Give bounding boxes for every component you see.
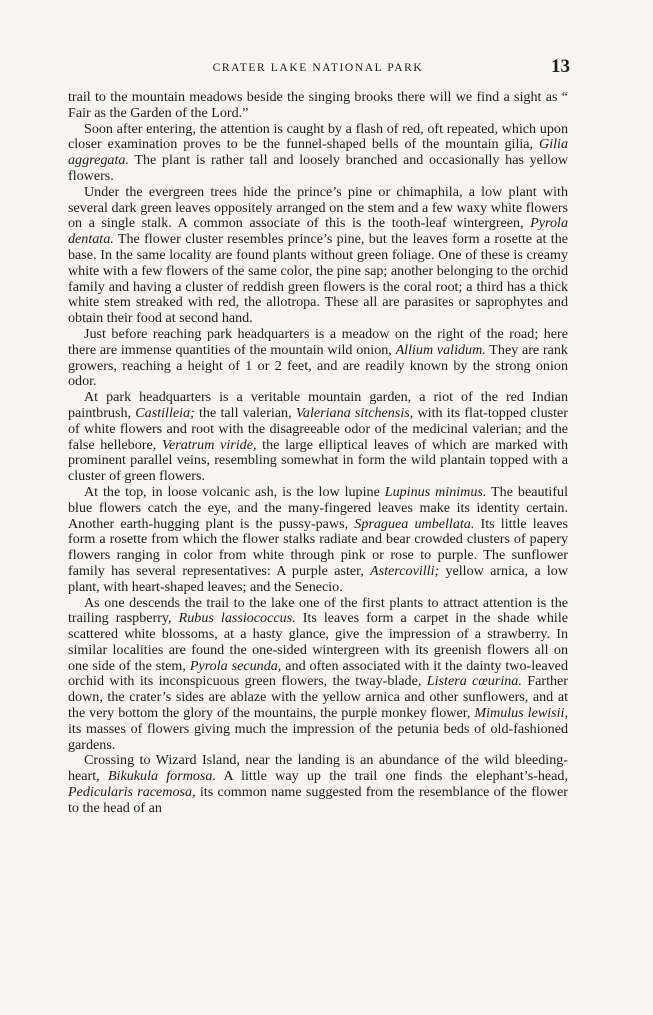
scientific-name: Rubus lassiococcus. xyxy=(178,610,296,627)
paragraph xyxy=(68,753,568,816)
paragraph xyxy=(68,327,568,390)
text-run: Crossing to Wizard Island, near the landing is an abundance of the wild bleeding-heart, xyxy=(68,752,568,785)
paragraph xyxy=(68,485,568,596)
text-run: Its leaves form a carpet in the shade while scattered white blossoms, at a hasty glance, give the impression of a strawberry. In similar localities are found the one-sided wintergreen with its greenish flowers all on one side of the stem, xyxy=(68,610,568,674)
text-run: Soon after entering, the attention is caught by a flash of red, oft repeated, which upon closer examination proves to be the funnel-shaped bells of the mountain gilia, xyxy=(68,120,568,153)
scientific-name: Allium validum. xyxy=(395,341,486,358)
scientific-name: Pyrola secunda, xyxy=(189,657,282,674)
text-run: The plant is rather tall and loosely branched and occasionally has yellow flowers. xyxy=(68,152,568,184)
paragraph xyxy=(68,596,568,754)
text-run: They are rank growers, reaching a height of 1 or 2 feet, and are readily known by the strong onion odor. xyxy=(68,341,568,390)
text-run: yellow arnica, a low plant, with heart-shaped leaves; and the Senecio. xyxy=(68,562,568,595)
text-run: Just before reaching park headquarters is a meadow on the right of the road; here there are immense quantities of the mountain wild onion, xyxy=(68,325,568,358)
scientific-name: Spraguea umbellata. xyxy=(354,515,475,532)
running-head xyxy=(68,56,568,84)
text-run: and often associated with it the dainty two-leaved orchid with its inconspicuous green flowers, the tway-blade, xyxy=(68,657,568,690)
scientific-name: Veratrum viride, xyxy=(161,436,257,453)
paragraph xyxy=(68,90,568,122)
scientific-name: Listera cœurina. xyxy=(426,673,522,690)
text-run: At park headquarters is a veritable mountain garden, a riot of the red Indian paintbrush, xyxy=(68,389,568,421)
scientific-name: Bikukula formosa. xyxy=(107,768,216,785)
text-run: with its flat-topped cluster of white flowers and root with the disagreeable odor of the medicinal valerian; and the false hellebore, xyxy=(68,404,568,453)
scientific-name: Valeriana sitchensis, xyxy=(295,404,414,421)
running-head-title: CRATER LAKE NATIONAL PARK xyxy=(212,62,424,74)
text-run: Under the evergreen trees hide the prince’s pine or chimaphila, a low plant with several dark green leaves oppositely arranged on the stem and a few waxy white flowers on a single stalk. A common associate of this is the tooth-leaf wintergreen, xyxy=(68,183,568,232)
text-run: As one descends the trail to the lake one of the first plants to attract attention is the trailing raspberry, xyxy=(68,594,568,627)
text-run: its common name suggested from the resemblance of the flower to the head of an xyxy=(68,784,568,816)
paragraph xyxy=(68,122,568,185)
text-run: the large elliptical leaves of which are marked with prominent parallel veins, resembling somewhat in form the wild plantain topped with a cluster of green flowers. xyxy=(68,436,568,485)
text-run: A little way up the trail one finds the elephant’s-head, xyxy=(216,768,569,785)
paragraph xyxy=(68,185,568,327)
text-run: The beautiful blue flowers catch the eye, and the many-fingered leaves make its identity certain. Another earth-hugging plant is the pussy-paws, xyxy=(68,483,568,532)
page-number: 13 xyxy=(551,56,570,77)
text-run: trail to the mountain meadows beside the singing brooks there will we find a sight as “ Fair as the Garden of the Lord.” xyxy=(68,89,568,121)
scientific-name: Pedicularis racemosa, xyxy=(68,784,196,801)
text-run: At the top, in loose volcanic ash, is the low lupine xyxy=(84,483,385,500)
scientific-name: Lupinus minimus. xyxy=(384,483,487,500)
scientific-name: Pyrola dentata. xyxy=(68,215,568,248)
scientific-name: Astercovilli; xyxy=(370,562,440,579)
scientific-name: Mimulus lewisii, xyxy=(474,705,568,722)
book-page xyxy=(68,56,568,817)
scientific-name: Castilleia; xyxy=(135,404,195,421)
text-run: Farther down, the crater’s sides are ablaze with the yellow arnica and other sunflowers, and at the very bottom the glory of the mountains, the purple monkey flower, xyxy=(68,673,568,722)
scientific-name: Gilia aggregata. xyxy=(68,136,568,169)
text-run: The flower cluster resembles prince’s pine, but the leaves form a rosette at the base. In the same locality are found plants without green foliage. One of these is creamy white with a few flowers of the same color, the pine sap; another belonging to the orchid family and having a cluster of reddish green flowers is the coral root; a third has a thick white stem streaked with red, the allotropa. These all are parasites or saprophytes and obtain their food at second hand. xyxy=(68,231,568,327)
paragraph xyxy=(68,390,568,485)
text-run: Its little leaves form a rosette from which the flower stalks radiate and bear crowded clusters of papery flowers ranging in color from white through pink or rose to purple. The sunflower family has several representatives: A purple aster, xyxy=(68,515,568,579)
text-run: its masses of flowers giving much the impression of the petunia beds of old-fashioned gardens. xyxy=(68,720,568,753)
text-run: the tall valerian, xyxy=(194,404,296,421)
body-text xyxy=(68,90,568,817)
